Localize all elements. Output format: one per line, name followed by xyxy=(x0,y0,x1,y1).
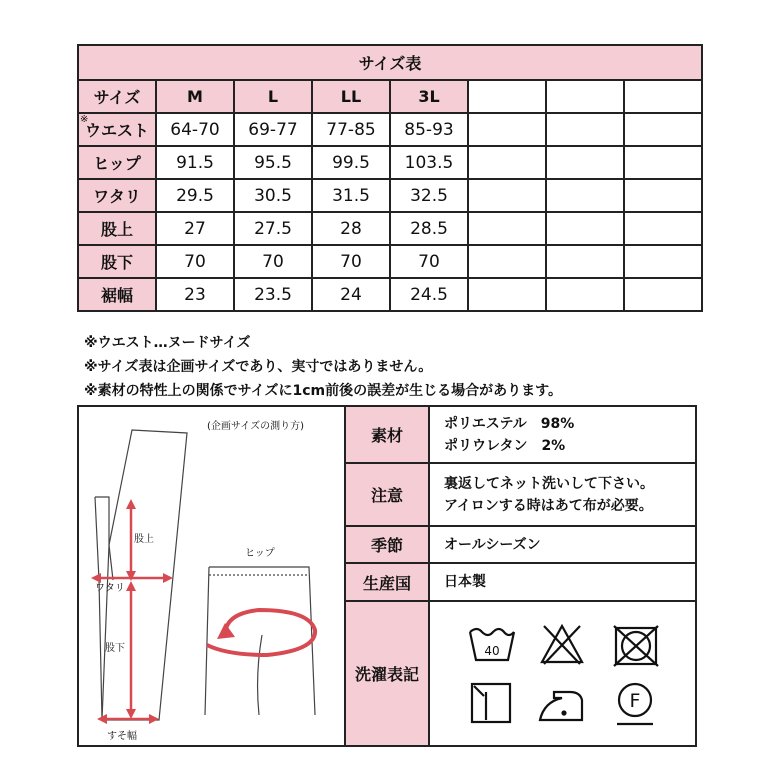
hem-arrow-head-right xyxy=(149,714,159,724)
size-col-header xyxy=(624,80,702,113)
table-row xyxy=(78,146,702,179)
pants-leg-outline xyxy=(102,430,187,720)
table-cell xyxy=(624,179,702,212)
note-planned-size: ※サイズ表は企画サイズであり、実寸ではありません。 xyxy=(84,359,433,375)
table-cell: 24 xyxy=(312,278,390,311)
material-line: ポリエステル 98% xyxy=(444,415,575,432)
table-cell: 29.5 xyxy=(156,179,234,212)
table-cell xyxy=(468,146,546,179)
size-col-header: M xyxy=(156,80,234,113)
inseam-arrow-head-bottom xyxy=(126,709,136,719)
value-caution xyxy=(430,464,695,527)
row-label-thigh: ワタリ xyxy=(78,179,156,212)
table-cell xyxy=(468,245,546,278)
season-line: オールシーズン xyxy=(444,536,541,553)
material-line: ポリウレタン 2% xyxy=(444,437,566,454)
table-row xyxy=(78,113,702,146)
pants-diagram xyxy=(77,405,344,745)
table-cell: 28 xyxy=(312,212,390,245)
size-col-header: LL xyxy=(312,80,390,113)
note-waist: ※ウエスト…ヌードサイズ xyxy=(84,335,251,351)
table-cell xyxy=(624,278,702,311)
note-mark: ※ xyxy=(80,114,89,125)
table-cell xyxy=(546,113,624,146)
table-cell: 27.5 xyxy=(234,212,312,245)
label-caution: 注意 xyxy=(346,464,430,527)
inseam-arrow-head-top xyxy=(126,581,136,591)
value-material xyxy=(430,407,695,464)
table-cell: 27 xyxy=(156,212,234,245)
table-cell xyxy=(468,278,546,311)
front-pants-outline xyxy=(205,567,315,715)
value-country xyxy=(430,564,695,602)
table-cell: 103.5 xyxy=(390,146,468,179)
label-thigh: ワタリ xyxy=(95,583,125,594)
no-tumble-dry-icon xyxy=(614,626,658,666)
table-row xyxy=(78,212,702,245)
row-label-hip: ヒップ xyxy=(78,146,156,179)
measurement-diagram-panel xyxy=(77,405,346,747)
rise-arrow-head-top xyxy=(126,499,136,509)
table-cell: 64-70 xyxy=(156,113,234,146)
table-cell xyxy=(546,245,624,278)
caution-line: 裏返してネット洗いして下さい。 xyxy=(444,475,654,492)
table-cell xyxy=(624,245,702,278)
country-line: 日本製 xyxy=(444,574,486,590)
table-cell: 23.5 xyxy=(234,278,312,311)
label-inseam: 股下 xyxy=(105,643,125,654)
row-label-rise: 股上 xyxy=(78,212,156,245)
line-dry-shade-icon xyxy=(472,684,510,722)
side-view-pants xyxy=(95,430,187,720)
table-row xyxy=(78,179,702,212)
table-cell: 28.5 xyxy=(390,212,468,245)
dry-clean-letter: F xyxy=(629,690,641,712)
size-header-label: サイズ xyxy=(78,80,156,113)
table-cell: 95.5 xyxy=(234,146,312,179)
table-cell: 70 xyxy=(234,245,312,278)
care-symbols xyxy=(430,602,695,745)
table-row xyxy=(78,278,702,311)
row-label-waist xyxy=(78,113,156,146)
hip-arrow-head xyxy=(217,623,235,639)
wash-40-icon xyxy=(470,629,514,660)
crotch-line xyxy=(109,545,113,580)
rise-arrow-head-bottom xyxy=(126,571,136,581)
label-hem: すそ幅 xyxy=(107,731,137,742)
pants-back-seam xyxy=(95,497,102,720)
table-cell: 24.5 xyxy=(390,278,468,311)
table-cell xyxy=(468,212,546,245)
table-cell: 32.5 xyxy=(390,179,468,212)
label-material: 素材 xyxy=(346,407,430,464)
value-season xyxy=(430,527,695,564)
front-center-seam xyxy=(258,635,262,715)
no-bleach-icon xyxy=(542,626,582,664)
table-cell xyxy=(546,179,624,212)
table-cell: 69-77 xyxy=(234,113,312,146)
label-country: 生産国 xyxy=(346,564,430,602)
table-cell xyxy=(546,212,624,245)
table-cell xyxy=(624,113,702,146)
wash-temp-text: 40 xyxy=(484,644,500,658)
table-cell: 31.5 xyxy=(312,179,390,212)
table-cell: 70 xyxy=(390,245,468,278)
table-cell: 99.5 xyxy=(312,146,390,179)
table-cell xyxy=(546,278,624,311)
iron-low-icon xyxy=(540,692,582,720)
table-cell xyxy=(624,212,702,245)
row-label-hem: 裾幅 xyxy=(78,278,156,311)
size-table xyxy=(77,44,703,312)
front-view-pants xyxy=(205,567,315,715)
label-rise: 股上 xyxy=(134,534,154,545)
table-row xyxy=(78,245,702,278)
size-col-header: L xyxy=(234,80,312,113)
table-cell: 91.5 xyxy=(156,146,234,179)
caution-line: アイロンする時はあて布が必要。 xyxy=(444,497,653,514)
label-hip: ヒップ xyxy=(245,548,275,559)
size-col-header xyxy=(468,80,546,113)
dry-clean-f-icon xyxy=(617,684,653,724)
row-label-text: ウエスト xyxy=(84,121,149,140)
size-header-row xyxy=(78,80,702,113)
size-table-title: サイズ表 xyxy=(78,45,702,80)
thigh-arrow-head-right xyxy=(163,573,173,583)
table-cell: 30.5 xyxy=(234,179,312,212)
size-col-header xyxy=(546,80,624,113)
label-season: 季節 xyxy=(346,527,430,564)
table-cell: 77-85 xyxy=(312,113,390,146)
table-cell: 70 xyxy=(156,245,234,278)
label-care: 洗濯表記 xyxy=(346,602,430,745)
size-col-header: 3L xyxy=(390,80,468,113)
table-cell xyxy=(468,113,546,146)
note-tolerance: ※素材の特性上の関係でサイズに1cm前後の誤差が生じる場合があります。 xyxy=(84,383,562,399)
table-cell: 70 xyxy=(312,245,390,278)
table-cell xyxy=(546,146,624,179)
row-label-inseam: 股下 xyxy=(78,245,156,278)
table-cell: 85-93 xyxy=(390,113,468,146)
table-cell xyxy=(624,146,702,179)
table-cell: 23 xyxy=(156,278,234,311)
diagram-caption: (企画サイズの測り方) xyxy=(207,421,305,432)
table-cell xyxy=(468,179,546,212)
